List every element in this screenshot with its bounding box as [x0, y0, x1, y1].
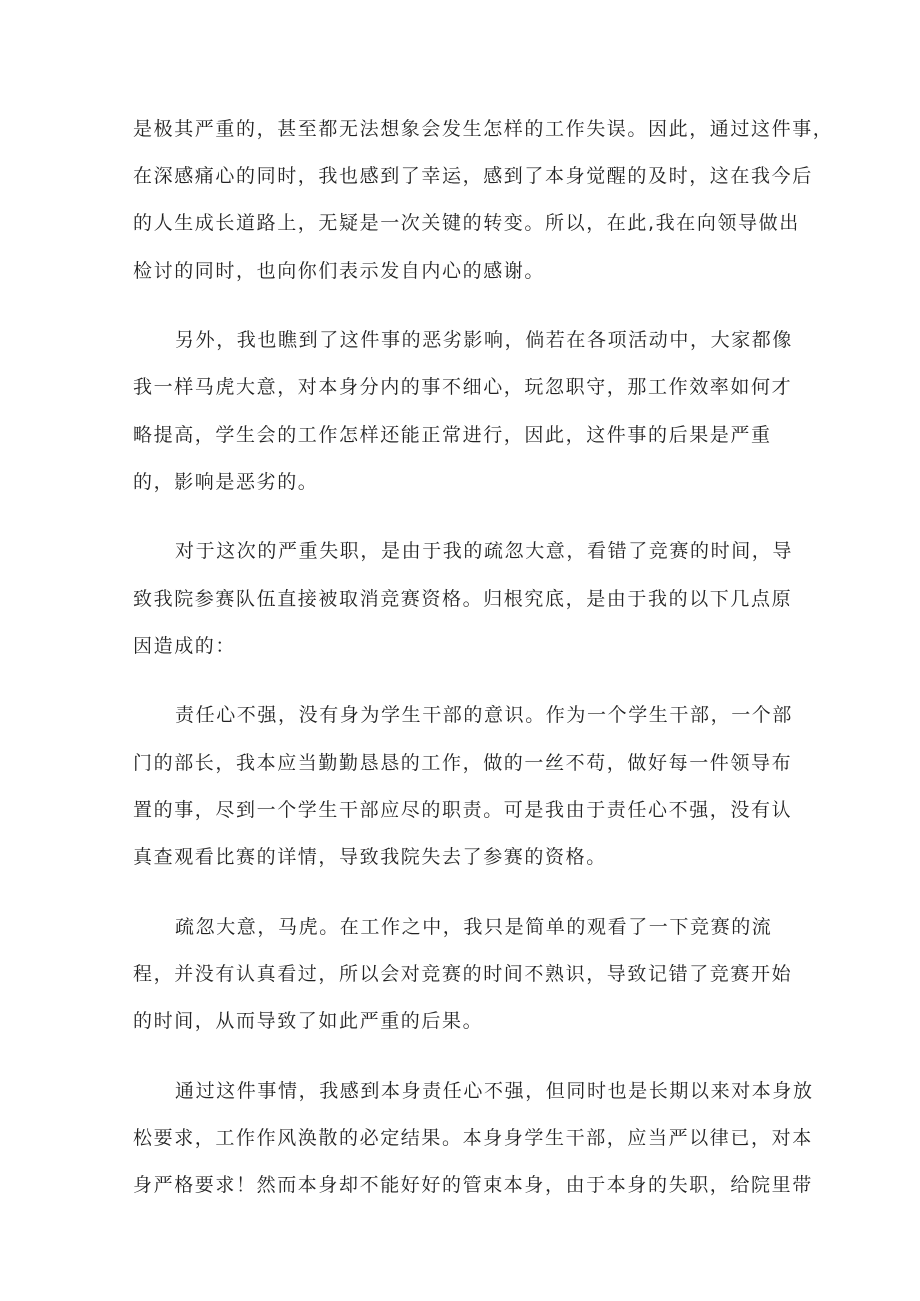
text-line: 的，影响是恶劣的。: [133, 471, 319, 493]
text-line: 真查观看比赛的详情，导致我院失去了参赛的资格。: [133, 846, 607, 868]
text-line: 我一样马虎大意，对本身分内的事不细心，玩忽职守，那工作效率如何才: [133, 376, 793, 398]
text-line: 对于这次的严重失职，是由于我的疏忽大意，看错了竞赛的时间，导: [175, 540, 794, 562]
text-line: 疏忽大意，马虎。在工作之中，我只是简单的观看了一下竞赛的流: [175, 916, 773, 938]
text-line: 的时间，从而导致了如此严重的后果。: [133, 1010, 484, 1032]
text-line: 是极其严重的，甚至都无法想象会发生怎样的工作失误。因此，通过这件事，: [133, 118, 834, 140]
text-line: 检讨的同时，也向你们表示发自内心的感谢。: [133, 260, 546, 282]
text-line: 致我院参赛队伍直接被取消竞赛资格。归根究底，是由于我的以下几点原: [133, 588, 793, 610]
text-line: 程，并没有认真看过，所以会对竞赛的时间不熟识，导致记错了竞赛开始: [133, 963, 793, 985]
text-line: 松要求，工作作风涣散的必定结果。本身身学生干部，应当严以律已，对本: [133, 1127, 813, 1149]
text-line: 置的事，尽到一个学生干部应尽的职责。可是我由于责任心不强，没有认: [133, 799, 793, 821]
text-line: 略提高，学生会的工作怎样还能正常进行，因此，这件事的后果是严重: [133, 424, 772, 446]
text-line: 责任心不强，没有身为学生干部的意识。作为一个学生干部，一个部: [175, 704, 794, 726]
text-line: 因造成的：: [133, 635, 237, 657]
text-line: 通过这件事情，我感到本身责任心不强，但同时也是长期以来对本身放: [175, 1080, 814, 1102]
text-line: 门的部长，我本应当勤勤恳恳的工作，做的一丝不苟，做好每一件领导布: [133, 752, 793, 774]
text-line: 身严格要求！然而本身却不能好好的管束本身，由于本身的失职，给院里带: [133, 1174, 813, 1196]
text-line: 另外，我也瞧到了这件事的恶劣影响，倘若在各项活动中，大家都像: [175, 329, 794, 351]
text-line: 在深感痛心的同时，我也感到了幸运，感到了本身觉醒的及时，这在我今后: [133, 165, 813, 187]
text-line: 的人生成长道路上，无疑是一次关键的转变。所以，在此,我在向领导做出: [133, 212, 800, 234]
